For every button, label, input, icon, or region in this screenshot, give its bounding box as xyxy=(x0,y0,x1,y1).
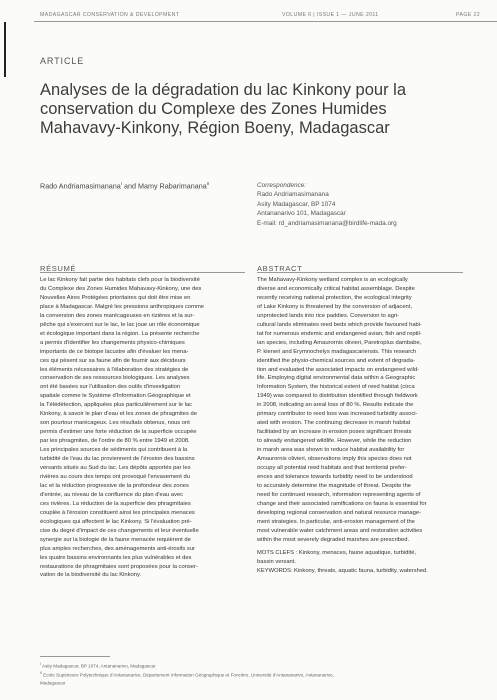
footnote xyxy=(40,661,334,670)
abstract-line: of Lake Kinkony is threatened by the conversion of adjacent, xyxy=(257,303,413,310)
resume-line: et écologique important dans la région. La présente recherche xyxy=(40,330,200,337)
resume-line: ont été basées sur l'utilisation des outils d'investigation xyxy=(40,384,181,391)
footnote-mark: II xyxy=(40,670,42,675)
resume-line: pêche qui s'exercent sur le lac, le lac joue un rôle économique xyxy=(40,321,200,328)
abstract-line: cultural lands eliminates reed beds which provide favoured habi- xyxy=(257,321,422,328)
margin-mark xyxy=(4,22,6,77)
footnote-text: Asity Madagascar, BP 1074, Antananarivo, Madagascar xyxy=(42,663,156,669)
correspondence-line: Asity Madagascar, BP 1074 xyxy=(257,200,336,208)
resume-heading: RÉSUMÉ xyxy=(40,264,77,273)
abstract-line: occupy all potential reed habitats and that territorial prefer- xyxy=(257,465,407,472)
correspondence-line: Rado Andriamasimanana xyxy=(257,191,329,199)
resume-line: ces qui pèsent sur sa faune afin de fournir aux décideurs xyxy=(40,357,186,364)
abstract-line: within the most severely degraded marshes are prescribed. xyxy=(257,536,410,543)
abstract-line: ment strategies. In particular, anti-erosion management of the xyxy=(257,518,415,525)
resume-line: spatiale comme le Système d'Information Géographique et xyxy=(40,393,191,400)
footnote xyxy=(40,670,334,679)
abstract-rule xyxy=(257,272,463,273)
resume-line: les quatre bassins environnants les plus vulnérables et des xyxy=(40,554,192,561)
abstract-line: need for continued research, information representing agents of xyxy=(257,491,421,498)
resume-line: Nouvelles Aires Protégées prioritaires qui doit être mise en xyxy=(40,294,191,301)
resume-line: du Complexe des Zones Humides Mahavavy-Kinkony, une des xyxy=(40,285,202,292)
author-name: Rado Andriamasimanana xyxy=(40,181,121,191)
resume-line: cise du degré d'impact de ces changements et leur éventuelle xyxy=(40,527,199,534)
abstract-line: The Mahavavy-Kinkony wetland complex is an ecologically xyxy=(257,277,408,283)
resume-line: permis d'estimer une forte réduction de la superficie occupée xyxy=(40,429,197,436)
footnote-text: Madagascar xyxy=(40,680,66,686)
resume-line: la Télédétection, appliquées plus particulièrement sur le lac xyxy=(40,402,192,409)
abstract-line: identified the physio-chemical sources and extent of degrada- xyxy=(257,357,415,364)
correspondence-label: Correspondence: xyxy=(257,182,307,189)
correspondence-line: Antananarivo 101, Madagascar xyxy=(257,210,346,218)
article-title xyxy=(40,81,470,138)
header-rule xyxy=(34,21,497,22)
abstract-heading: ABSTRACT xyxy=(257,264,303,273)
resume-line: d'entrée, au niveau de la confluence du plan d'eau avec xyxy=(40,491,184,498)
abstract-line: unprotected lands into rice paddies. Conversion to agri- xyxy=(257,312,400,319)
resume-line: turbidité de l'eau du lac proviennent de l'érosion des bassins xyxy=(40,456,195,463)
abstract-line: life. Employing digital environmental data within a Geographic xyxy=(257,375,416,382)
title-line: conservation du Complexe des Zones Humides xyxy=(40,100,387,118)
abstract-line: P. kieneri and Erymnochelys madagascariensis. This research xyxy=(257,348,417,355)
authors xyxy=(40,181,209,190)
affiliation-mark: II xyxy=(206,181,210,186)
abstract-line: diverse and economically critical habitat assemblage. Despite xyxy=(257,285,415,292)
abstract-line: developing regional conservation and natural resource manage- xyxy=(257,509,422,516)
abstract-line: 1949) was compared to distribution identified through fieldwork xyxy=(257,393,418,400)
resume-line: les éléments nécessaires à l'élaboration des stratégies de xyxy=(40,366,189,373)
abstract-line: most vulnerable water catchment areas and restoration activities xyxy=(257,527,423,534)
resume-line: lac et la réduction progressive de la profondeur des zones xyxy=(40,482,189,489)
resume-rule xyxy=(40,272,245,273)
resume-line: Les principales sources de sédiments qui contribuent à la xyxy=(40,447,188,454)
footnotes xyxy=(40,661,334,687)
keywords-line: KEYWORDS: Kinkony, threats, aquatic fauna, turbidity, watershed. xyxy=(257,567,428,574)
section-label: ARTICLE xyxy=(40,56,85,66)
abstract-line: tat for numerous endemic and endangered avian, fish and reptil- xyxy=(257,330,422,337)
page-number: PAGE 22 xyxy=(456,12,481,18)
footnote-rule xyxy=(40,656,110,657)
author-name: Mamy Rabarimanana xyxy=(137,181,207,191)
mots-clefs-line: bassin versant. xyxy=(257,558,296,565)
resume-line: son pourtour marécageux. Les résultats obtenus, nous ont xyxy=(40,420,190,427)
abstract-line: recently receiving national protection, the ecological integrity xyxy=(257,294,412,301)
title-line: Mahavavy-Kinkony, Région Boeny, Madagascar xyxy=(40,119,390,137)
author-separator: and xyxy=(121,181,138,191)
resume-line: importants de ce biotope lacustre afin d'évaluer les mena- xyxy=(40,348,189,355)
abstract-line: tion and evaluated the associated impacts on endangered wild- xyxy=(257,366,420,373)
correspondence xyxy=(257,181,397,228)
resume-line: place à Madagascar. Malgré les pressions anthropiques comme xyxy=(40,303,205,310)
footnote-mark: I xyxy=(40,662,41,666)
footnote xyxy=(40,678,334,687)
resume-line: Kinkony, à savoir le plan d'eau et les zones de phragmites de xyxy=(40,411,197,418)
resume-line: couplée à l'érosion constituent ainsi les principales menaces xyxy=(40,509,195,516)
abstract-line: facilitated by an increase in erosion poses significant threats xyxy=(257,429,412,436)
resume-line: vation de la biodiversité du lac Kinkony. xyxy=(40,572,142,579)
resume-line: restaurations de phragmitaies sont proposées pour la conser- xyxy=(40,563,198,570)
resume-line: Le lac Kinkony fait partie des habitats clefs pour la biodiversité xyxy=(40,277,200,283)
abstract-line: ated with erosion. The continuing decrease in marsh habitat xyxy=(257,420,411,427)
resume-line: ces rivières. La réduction de la superficie des phragmitaies xyxy=(40,500,191,507)
abstract-body xyxy=(257,276,467,575)
correspondence-email: E-mail: rd_andriamasimanana@birdlife-mada.org xyxy=(257,219,397,227)
resume-line: synergie sur la biologie de la faune menacée requièrent de xyxy=(40,536,191,543)
resume-line: par les phragmites, de l'ordre de 80 % entre 1949 et 2008. xyxy=(40,438,190,445)
resume-body xyxy=(40,276,247,580)
abstract-line: Amaurornis olivieri, observations imply this species does not xyxy=(257,456,412,463)
resume-line: conservation de ses ressources biologiques. Les analyses xyxy=(40,375,190,382)
abstract-line: to accurately determine the magnitude of threat. Despite the xyxy=(257,482,412,489)
abstract-line: primary contributor to reed loss was increased turbidity associ- xyxy=(257,411,418,418)
mots-clefs-line: MOTS CLEFS : Kinkony, menaces, faune aquatique, turbidité, xyxy=(257,549,417,556)
resume-line: rivières au cours des temps ont provoqué l'envasement du xyxy=(40,473,190,480)
resume-line: plus amples recherches, des aménagements anti-érosifs sur xyxy=(40,545,195,552)
abstract-line: ences and tolerance towards turbidity need to be understood xyxy=(257,473,413,480)
abstract-line: to already endangered wildlife. However, while the reduction xyxy=(257,438,412,445)
abstract-line: in marsh area was shown to reduce habitat availability for xyxy=(257,447,405,454)
resume-line: écologiques qui affectent le lac Kinkony. Si l'évaluation pré- xyxy=(40,518,192,525)
resume-line: a permis d'identifier les changements physico-chimiques xyxy=(40,339,185,346)
title-line: Analyses de la dégradation du lac Kinkony pour la xyxy=(40,81,406,99)
affiliation-mark: I xyxy=(120,181,122,186)
abstract-line: change and their associated ramifications on fauna is essential for xyxy=(257,500,427,507)
journal-name: MADAGASCAR CONSERVATION & DEVELOPMENT xyxy=(40,12,180,18)
abstract-line: in 2008, indicating an areal loss of 80 %. Results indicate the xyxy=(257,402,414,409)
resume-line: la conversion des zones marécageuses en rizières et la sur- xyxy=(40,312,195,319)
abstract-line: ian species, including Amaurornis olivieri, Paretroplus dambabe, xyxy=(257,339,422,346)
volume-issue: VOLUME 6 | ISSUE 1 — JUNE 2011 xyxy=(282,12,379,18)
footnote-text: Ecole Supérieure Polytechnique d'Antananarivo, Département Information Géographique et Foncière, Université d'Antananarivo, Antananarivo, xyxy=(43,672,334,678)
abstract-line: Information System, the historical extent of reed habitat (circa xyxy=(257,384,415,391)
resume-line: versants situés au Sud du lac. Les dépôts apportés par les xyxy=(40,465,191,472)
